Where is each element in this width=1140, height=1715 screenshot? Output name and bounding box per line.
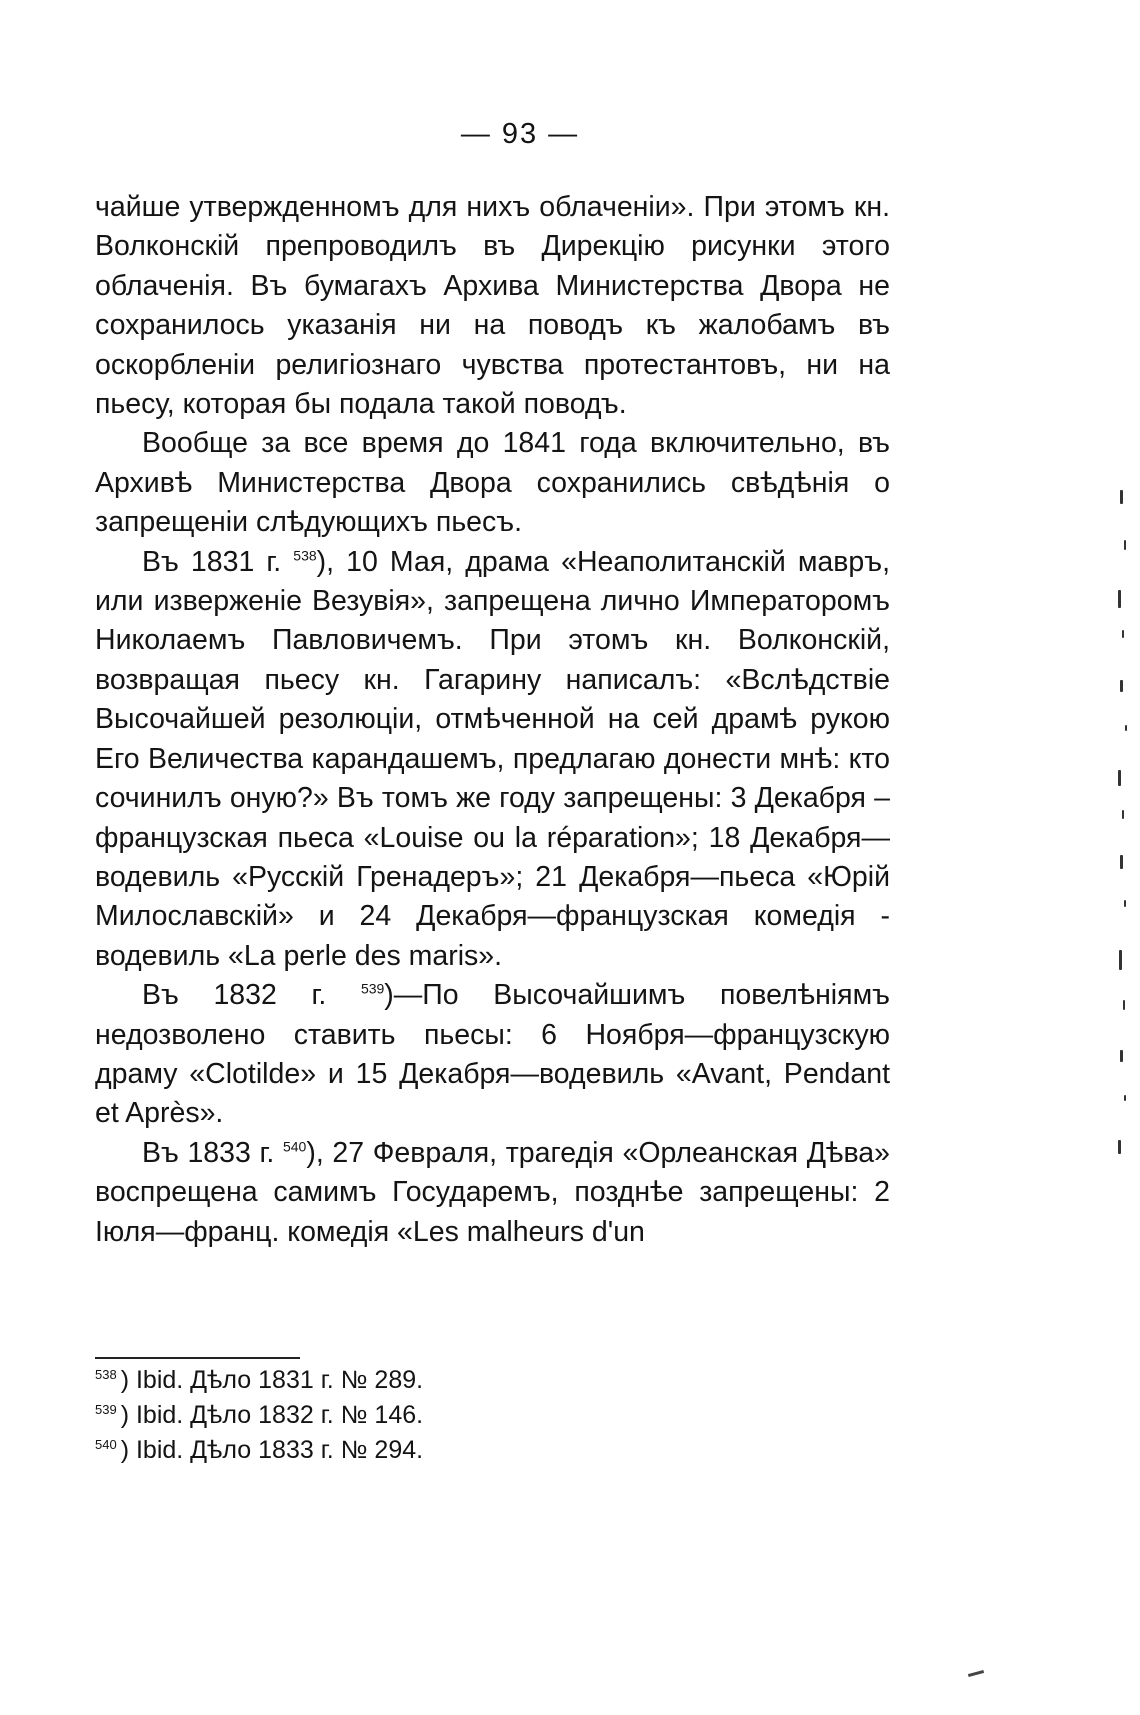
scan-speckle: [1080, 480, 1140, 1200]
footnote-text: ) Ibid. Дѣло 1831 г. № 289.: [120, 1366, 424, 1394]
paragraph: [95, 543, 890, 976]
footnotes: [95, 1363, 423, 1468]
paragraph-lead: Въ 1831 г.: [142, 545, 282, 578]
footnote-text: ) Ibid. Дѣло 1832 г. № 146.: [120, 1401, 424, 1429]
footnote: [95, 1363, 423, 1398]
footnote-reference: 540: [282, 1138, 307, 1155]
footnote-text: ) Ibid. Дѣло 1833 г. № 294.: [120, 1436, 424, 1464]
scan-mark: [968, 1670, 984, 1677]
paragraph-text: )—По Высочайшимъ повелѣніямъ недозволено ставить пьесы: 6 Ноября—французскую драму «Clotilde» и 15 Декабря—водевиль «Avant, Pendant et Après».: [95, 979, 890, 1130]
paragraph-lead: Въ 1832 г.: [142, 979, 327, 1012]
footnote: [95, 1398, 423, 1433]
footnote-number: 538: [95, 1366, 117, 1382]
paragraph: [95, 1134, 890, 1252]
paragraph-lead: Въ 1833 г.: [142, 1136, 275, 1169]
paragraph-text: ), 10 Мая, драма «Неаполитанскій мавръ, или изверженіе Везувія», запрещена лично Императоромъ Николаемъ Павловичемъ. При этомъ кн. Волконскій, возвращая пьесу кн. Гагарину написалъ: «Вслѣдствіе Высочайшей резолюціи, отмѣченной на сей драмѣ рукою Его Величества карандашемъ, предлагаю донести мнѣ: кто сочинилъ оную?» Въ томъ же году запрещены: 3 Декабря – французская пьеса «Louise ou la réparation»; 18 Декабря—водевиль «Русскій Гренадеръ»; 21 Декабря—пьеса «Юрій Милославскій» и 24 Декабря—французская комедія - водевиль «La perle des maris».: [95, 545, 890, 972]
footnote: [95, 1433, 423, 1468]
footnote-number: 539: [95, 1401, 117, 1417]
paragraph: [95, 976, 890, 1134]
paragraph: Вообще за все время до 1841 года включительно, въ Архивѣ Министерства Двора сохранились свѣдѣнія о запрещеніи слѣдующихъ пьесъ.: [95, 427, 890, 539]
footnote-divider: [95, 1357, 300, 1359]
footnote-reference: 539: [360, 980, 385, 997]
page-number: — 93 —: [460, 118, 580, 150]
paragraph-text: ), 27 Февраля, трагедія «Орлеанская Дѣва» воспрещена самимъ Государемъ, позднѣе запрещены: 2 Іюля—франц. комедія «Les malheurs d'un: [95, 1136, 890, 1248]
footnote-number: 540: [95, 1436, 117, 1452]
paragraph: чайше утвержденномъ для нихъ облаченіи». При этомъ кн. Волконскій препроводилъ въ Дирекцію рисунки этого облаченія. Въ бумагахъ Архива Министерства Двора не сохранилось указанія ни на поводъ къ жалобамъ въ оскорбленіи религіознаго чувства протестантовъ, ни на пьесу, которая бы подала такой поводъ.: [95, 191, 890, 421]
footnote-reference: 538: [293, 547, 317, 564]
body-text: [95, 188, 890, 1252]
